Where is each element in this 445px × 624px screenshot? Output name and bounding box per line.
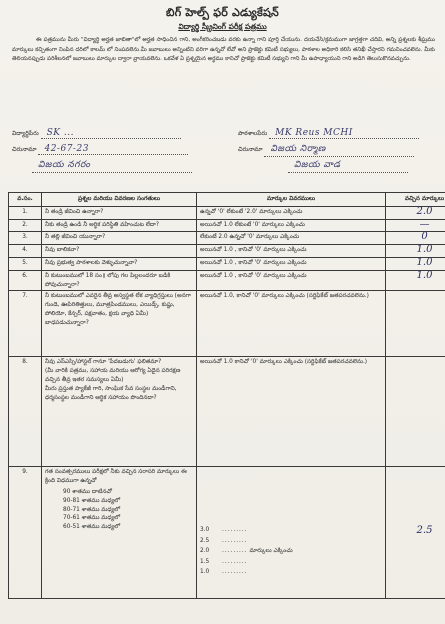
row-marks-cell[interactable] <box>386 291 445 357</box>
student-name-value: SK ... <box>46 128 74 138</box>
row-number: 2. <box>9 219 42 232</box>
header-sno: వ.సం. <box>9 193 42 207</box>
mandal-label: చిరునామా <box>238 146 263 153</box>
table-header-row <box>9 193 445 207</box>
row-question: నీ కుటుంబములో 18 సం॥ లోపు గల పిల్లలందరూ బడికి పోవుచున్నారా? <box>42 270 197 291</box>
row-marks-cell[interactable] <box>386 245 445 258</box>
row-question: నీ తండ్రి జీవించి ఉన్నారా? <box>42 206 197 219</box>
row-marks-value: 2.0 <box>416 205 433 217</box>
district-field[interactable] <box>288 160 408 173</box>
row-criteria: లేకుంటే 2.0 ఉన్నచో '0' మార్కులు ఎక్కించు <box>197 232 386 245</box>
instructions-paragraph: ఈ పత్రమును మీరు "విద్యార్థి అర్హత జాబితా"లో అర్హత సాధించిన గాని, అంగీకరించబడు వరకు ఉన్నా గాని పూర్తి చేయును. దయచేసి/క్రమముగా జాగ్రత్తగా చదివి, అన్ని ప్రశ్నలకు శీఘ్రము మార్కులు కచ్చితంగా నింపిన దరిలో కాలమ్ లో నింపవలెను.మీ జవాబులు అన్నింటిని వరిగా ఉన్నవో లేవో అని ప్రాజెక్టు కమిటీ సభ్యులు, పాఠశాల అధికారి కలిసి తనిఖీ చేస్తారని గమనించవలెను. మీకు తెలియనప్పుడు పరిశీలనలో జవాబులు మార్కుల ద్వారా వ్రాయవలెను. ఒకవేళ ఏ ప్రశ్నయైన అర్థము కానిచో ప్రాజెక్టు కమిటీ సభ్యుని గాని మీ ఉపాధ్యాయుని గాని అడిగి తెలుసుకొనవచ్చును. <box>12 37 435 63</box>
row-criteria: అయినచో 1.0 , కానిచో '0' మార్కులు ఎక్కించు <box>197 270 386 291</box>
row-marks-cell[interactable] <box>386 219 445 232</box>
row-number: 7. <box>9 291 42 357</box>
header-marks: వచ్చిన మార్కులు <box>386 193 445 207</box>
row-question: నీ కుటుంబములో ఎవరైన తీవ్ర అస్వస్థత లేక వ్యాధిగ్రస్తులు (అనగా గుండె, ఊపిరితిత్తులు, మూత్రపిండములు, ఎయిడ్స్, కుష్టు, పోలియో, కేన్సర్, పక్షవాతం, క్షయ వ్యాధి ఏమీ) బాధపడుచున్నారా? <box>42 291 197 357</box>
row-marks-value: 1.0 <box>416 269 433 281</box>
table-row <box>9 232 445 245</box>
district-value: విజయ వాడ <box>294 160 341 170</box>
grade-item: 60-51 శాతము మధ్యలో <box>63 524 121 531</box>
grade-list <box>45 488 193 532</box>
scale-item: 1.0 ......... <box>200 569 248 576</box>
row-marks-cell[interactable] <box>386 232 445 245</box>
row-question-cell <box>42 357 197 467</box>
grade-scale-cell <box>197 467 386 599</box>
row-criteria: అయినచో 1.0 , కానిచో '0' మార్కులు ఎక్కించు <box>197 245 386 258</box>
row-question-note: (మీ వారికి పత్రము, సహాయ మరియు ఆరోగ్య ఏదైన పరిరక్షణ వచ్చిన తీవ్ర ఇతర సమస్యలు ఏమీ) <box>45 368 181 383</box>
grade-item: 70-61 శాతము మధ్యలో <box>63 515 121 522</box>
row-question: నీకు తండ్రి ఉండి నీ అర్థిక పరిస్థితి వహించుట లేదా? <box>42 219 197 232</box>
header-criteria: మార్కుల వివరములు <box>197 193 386 207</box>
village-field[interactable] <box>32 160 192 173</box>
form-title: బిగ్ హెల్ప్ ఫర్ ఎడ్యుకేషన్ <box>166 6 279 19</box>
subtitle-text: విద్యార్థి స్క్రీనింగ్ పరీక్ష పత్రము <box>178 22 267 31</box>
row-criteria: అయినచో 1.0 కానిచో '0' మార్కులు ఎక్కించు (సర్టిఫికేట్ జతపరచవలెను.) <box>197 357 386 467</box>
scale-item: 1.5 ......... <box>200 558 248 565</box>
row-marks-cell[interactable] <box>386 467 445 599</box>
scale-item: 2.5 ......... <box>200 537 248 544</box>
table-row <box>9 257 445 270</box>
row-question: నీవు బాలికవా? <box>42 245 197 258</box>
school-name-value: MK Reus MCHI <box>275 128 353 138</box>
scale-note: మార్కులు ఎక్కించు <box>249 548 293 555</box>
address-value: 42-67-23 <box>44 144 89 154</box>
address-label: చిరునామా <box>12 146 37 153</box>
row-marks-value: 1.0 <box>416 256 433 268</box>
student-name-field[interactable] <box>12 128 181 139</box>
row-marks-cell[interactable] <box>386 270 445 291</box>
table-row <box>9 206 445 219</box>
row-question: నీ తల్లి జీవించి యున్నారా? <box>42 232 197 245</box>
student-name-label: విద్యార్థిపేరు <box>12 130 39 137</box>
school-name-label: పాఠశాలపేరు <box>238 130 268 137</box>
table-row <box>9 291 445 357</box>
row-question: నీవు ఎస్ఎస్సి/హాస్టల్ గానూ 'పేదబడుగు' ఫలితమా? <box>45 359 162 366</box>
row-criteria: ఉన్నచో '0' లేకుంటే '2.0' మార్కులు ఎక్కించు <box>197 206 386 219</box>
row-criteria: అయినచో 1.0 లేకుంటే '0' మార్కులు ఎక్కించు <box>197 219 386 232</box>
scale-item: 3.0 ......... <box>200 527 248 534</box>
row-number: 5. <box>9 257 42 270</box>
row-number: 6. <box>9 270 42 291</box>
table-row <box>9 467 445 599</box>
table-row <box>9 219 445 232</box>
row-number: 4. <box>9 245 42 258</box>
row-question-extra: మీరు ప్రస్తుత ప్యాకేజీ గారి, సాంఘిక సేవ సంస్థల మండీగాని, ధర్మసంస్థల మండీగాని ఆర్థిక సహాయం పొందినదా? <box>45 385 177 401</box>
row-marks-value: 1.0 <box>416 244 433 256</box>
header-question: ప్రశ్నల మరియు వివరణల సంగతులు <box>42 193 197 207</box>
village-value: విజయ నగరం <box>38 160 91 170</box>
table-row <box>9 357 445 467</box>
row-marks-value: — <box>419 218 430 230</box>
row-question: నీవు ప్రభుత్వ పాఠశాలకు వెళ్ళుచున్నావా? <box>42 257 197 270</box>
mandal-value: విజయ నిర్మాణ <box>270 144 326 154</box>
row-number: 9. <box>9 467 42 599</box>
table-row <box>9 270 445 291</box>
form-subtitle <box>0 22 445 33</box>
grade-item: 90-81 శాతము మధ్యలో <box>63 497 121 504</box>
row-criteria: అయినచో 1.0 , కానిచో '0' మార్కులు ఎక్కించు <box>197 257 386 270</box>
row-number: 3. <box>9 232 42 245</box>
row-marks-value: 0 <box>421 231 428 243</box>
row-marks-cell[interactable] <box>386 206 445 219</box>
row-question: గత సంవత్సరములు పరీక్షలో నీకు వచ్చిన సరాసరి మార్కులు ఈ క్రింది విధముగా ఉన్నచో <box>45 469 187 485</box>
scale-item: 2.0 ......... మార్కులు ఎక్కించు <box>200 548 293 555</box>
school-name-field[interactable] <box>238 128 419 139</box>
row-number: 1. <box>9 206 42 219</box>
table-row <box>9 245 445 258</box>
row-question-cell <box>42 467 197 599</box>
row-criteria: అయినచో 1.0, కానిచో '0' మార్కులు ఎక్కించు (సర్టిఫికేట్ జతపరచవలెను.) <box>197 291 386 357</box>
row-number: 8. <box>9 357 42 467</box>
grade-item: 80-71 శాతము మధ్యలో <box>63 506 121 513</box>
address-field[interactable] <box>12 144 188 155</box>
row-marks-cell[interactable] <box>386 257 445 270</box>
mandal-field[interactable] <box>238 144 414 157</box>
row-marks-value: 2.5 <box>416 525 433 537</box>
student-details <box>12 124 435 182</box>
row-marks-cell[interactable] <box>386 357 445 467</box>
screening-table <box>8 192 445 599</box>
grade-item: 90 శాతము దాటినచో <box>63 488 112 495</box>
